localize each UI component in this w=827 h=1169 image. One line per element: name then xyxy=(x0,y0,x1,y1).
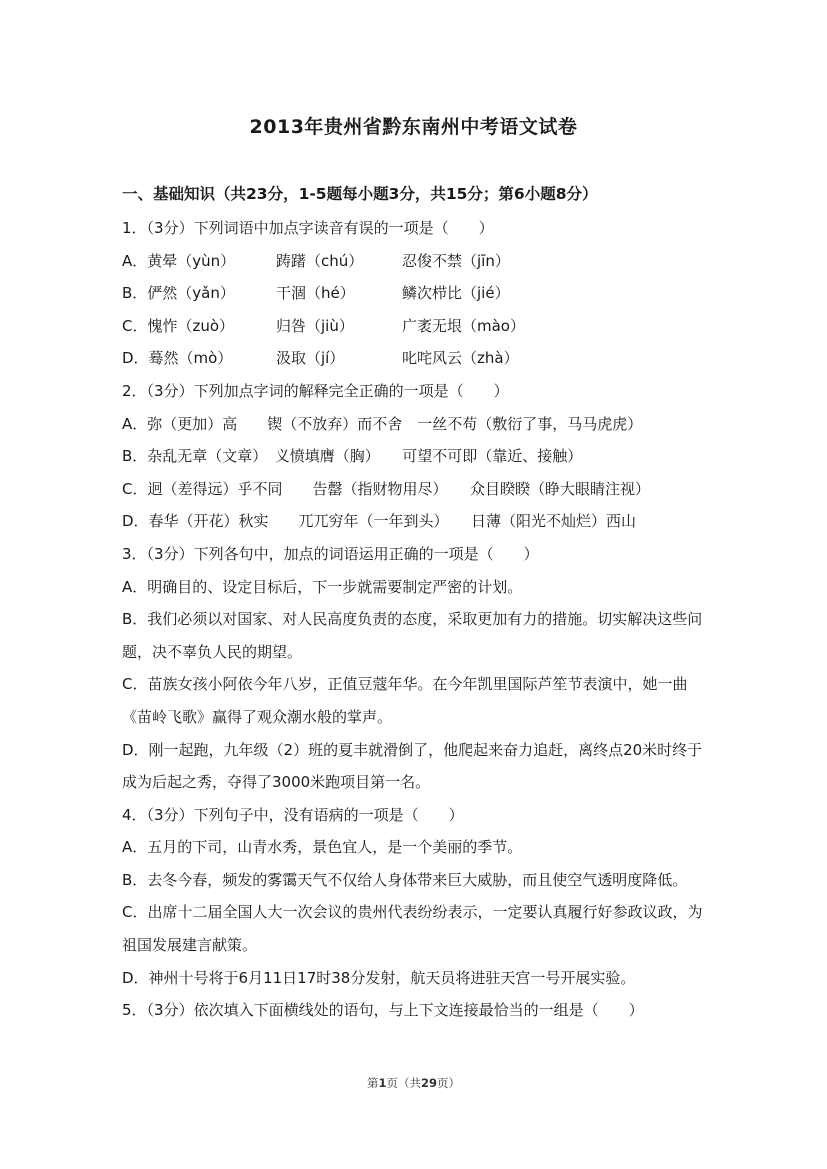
footer-suffix: 页） xyxy=(437,1076,461,1090)
question-4-option-a: A．五月的下司，山青水秀，景色宜人，是一个美丽的季节。 xyxy=(122,838,523,857)
option-word: 干涸（hé） xyxy=(276,284,355,303)
option-word: 广袤无垠（mào） xyxy=(402,316,525,335)
page-footer xyxy=(0,1075,827,1091)
footer-prefix: 第 xyxy=(366,1076,379,1090)
question-4-option-c: C．出席十二届全国人大一次会议的贵州代表纷纷表示，一定要认真履行好参政议政，为祖国发展建言献策。 xyxy=(122,903,703,955)
page-title: 2013年贵州省黔东南州中考语文试卷 xyxy=(249,116,578,138)
question-3-option-a: A．明确目的、设定目标后，下一步就需要制定严密的计划。 xyxy=(122,577,523,596)
section-heading: 一、基础知识（共23分，1-5题每小题3分，共15分；第6小题8分） xyxy=(122,185,598,203)
total-pages: 29 xyxy=(421,1076,438,1090)
question-4-option-d: D．神州十号将于6月11日17时38分发射，航天员将进驻天宫一号开展实验。 xyxy=(122,968,636,987)
question-3-stem: 3．（3分）下列各句中，加点的词语运用正确的一项是（ ） xyxy=(122,544,539,563)
question-1-option-d xyxy=(122,342,707,375)
option-word: 汲取（jí） xyxy=(276,349,345,368)
question-4-stem: 4．（3分）下列句子中，没有语病的一项是（ ） xyxy=(122,805,464,824)
question-3-option-c: C．苗族女孩小阿依今年八岁，正值豆蔻年华。在今年凯里国际芦笙节表演中，她一曲《苗岭飞歌》赢得了观众潮水般的掌声。 xyxy=(122,675,688,726)
question-3-option-d: D．刚一起跑，九年级（2）班的夏丰就滑倒了，他爬起来奋力追赶，离终点20米时终于成为后起之秀，夺得了3000米跑项目第一名。 xyxy=(122,740,703,792)
footer-middle: 页（共 xyxy=(386,1076,421,1090)
question-2-option-c: C．迥（差得远）乎不同 告罄（指财物用尽） 众目睽睽（睁大眼睛注视） xyxy=(122,479,650,498)
option-word: 叱咤风云（zhà） xyxy=(402,349,519,368)
question-1-option-c xyxy=(122,310,707,343)
question-1-option-a xyxy=(122,245,707,278)
question-2-option-a: A．弥（更加）高 锲（不放弃）而不舍 一丝不苟（敷衍了事，马马虎虎） xyxy=(122,414,643,433)
option-word: 归咎（jiù） xyxy=(276,316,354,335)
question-2-option-d: D．春华（开花）秋实 兀兀穷年（一年到头） 日薄（阳光不灿烂）西山 xyxy=(122,512,637,531)
question-content xyxy=(122,212,707,1027)
question-4-option-b: B．去冬今春，频发的雾霭天气不仅给人身体带来巨大威胁，而且使空气透明度降低。 xyxy=(122,870,688,889)
question-2-option-b: B．杂乱无章（文章） 义愤填膺（胸） 可望不可即（靠近、接触） xyxy=(122,447,583,466)
question-3-option-b: B．我们必须以对国家、对人民高度负责的态度，采取更加有力的措施。切实解决这些问题，决不辜负人民的期望。 xyxy=(122,610,703,661)
option-word: 鳞次栉比（jié） xyxy=(402,284,510,303)
page-number: 1 xyxy=(378,1076,387,1090)
option-word: D．蓦然（mò） xyxy=(122,349,233,368)
question-2-stem: 2．（3分）下列加点字词的解释完全正确的一项是（ ） xyxy=(122,381,509,400)
question-1-option-b xyxy=(122,277,707,310)
option-word: B．俨然（yǎn） xyxy=(122,284,235,303)
option-word: C．愧怍（zuò） xyxy=(122,316,235,335)
question-1-stem: 1．（3分）下列词语中加点字读音有误的一项是（ ） xyxy=(122,219,494,237)
option-word: 忍俊不禁（jīn） xyxy=(402,251,510,270)
question-5-stem: 5．（3分）依次填入下面横线处的语句，与上下文连接最恰当的一组是（ ） xyxy=(122,1001,644,1020)
option-word: A．黄晕（yùn） xyxy=(122,251,236,270)
option-word: 踌躇（chú） xyxy=(276,251,364,270)
